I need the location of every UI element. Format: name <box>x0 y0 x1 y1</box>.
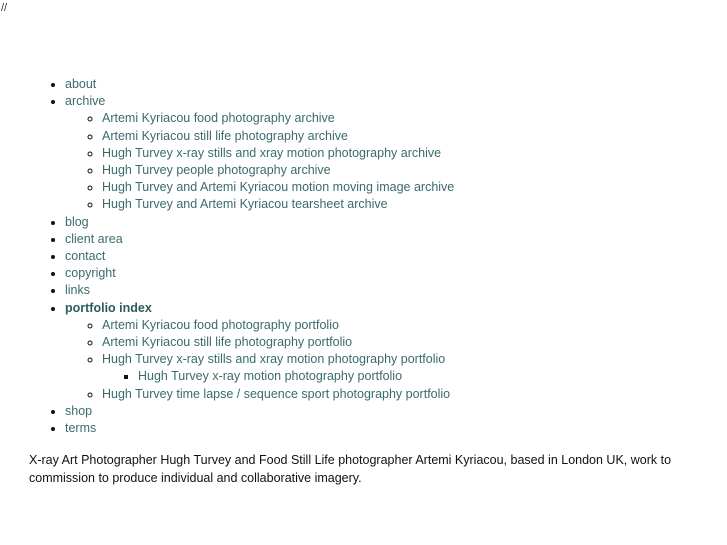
submenu-item <box>102 386 454 403</box>
nav-link-xray-archive[interactable]: Hugh Turvey x-ray stills and xray motion photography archive <box>102 145 442 160</box>
nav-link-portfolio-index[interactable]: portfolio index <box>65 300 152 315</box>
nav-item-blog <box>65 214 454 231</box>
nav-link-still-life-portfolio[interactable]: Artemi Kyriacou still life photography portfolio <box>102 335 353 350</box>
submenu-item <box>102 179 454 196</box>
nav-link-time-lapse-portfolio[interactable]: Hugh Turvey time lapse / sequence sport photography portfolio <box>102 386 451 401</box>
nav-link-xray-motion-portfolio[interactable]: Hugh Turvey x-ray motion photography portfolio <box>138 369 403 384</box>
nav-link-terms[interactable]: terms <box>65 421 97 436</box>
archive-submenu <box>65 110 454 213</box>
submenu-item <box>102 145 454 162</box>
submenu-item <box>102 110 454 127</box>
nav-link-blog[interactable]: blog <box>65 214 89 229</box>
submenu-item <box>102 351 454 385</box>
nav-item-links <box>65 282 454 299</box>
nav-link-client-area[interactable]: client area <box>65 231 123 246</box>
submenu-item <box>138 368 454 385</box>
nav-item-copyright <box>65 265 454 282</box>
submenu-item <box>102 317 454 334</box>
intro-paragraph: X-ray Art Photographer Hugh Turvey and Food Still Life photographer Artemi Kyriacou, based in London UK, work to commission to produce individual and collaborative imagery. <box>29 453 672 485</box>
nav-item-archive <box>65 93 454 213</box>
nav-link-tearsheet-archive[interactable]: Hugh Turvey and Artemi Kyriacou tearsheet archive <box>102 197 388 212</box>
submenu-item <box>102 162 454 179</box>
nav-item-shop <box>65 403 454 420</box>
main-navigation <box>65 76 454 437</box>
nav-link-shop[interactable]: shop <box>65 403 93 418</box>
nav-link-people-archive[interactable]: Hugh Turvey people photography archive <box>102 163 331 178</box>
nav-item-client-area <box>65 231 454 248</box>
nav-link-food-archive[interactable]: Artemi Kyriacou food photography archive <box>102 111 335 126</box>
nav-link-still-life-archive[interactable]: Artemi Kyriacou still life photography archive <box>102 128 348 143</box>
nav-link-copyright[interactable]: copyright <box>65 266 116 281</box>
nav-link-motion-archive[interactable]: Hugh Turvey and Artemi Kyriacou motion moving image archive <box>102 180 455 195</box>
nav-link-links[interactable]: links <box>65 283 91 298</box>
nav-item-about <box>65 76 454 93</box>
nav-link-archive[interactable]: archive <box>65 94 106 109</box>
nav-link-food-portfolio[interactable]: Artemi Kyriacou food photography portfolio <box>102 317 339 332</box>
corner-text: // <box>1 2 8 14</box>
portfolio-submenu <box>65 317 454 403</box>
nav-link-xray-portfolio[interactable]: Hugh Turvey x-ray stills and xray motion photography portfolio <box>102 352 446 367</box>
submenu-item <box>102 334 454 351</box>
nav-link-contact[interactable]: contact <box>65 249 106 264</box>
nav-item-portfolio-index <box>65 300 454 403</box>
nav-link-about[interactable]: about <box>65 77 97 91</box>
xray-submenu <box>102 368 454 385</box>
nav-item-contact <box>65 248 454 265</box>
submenu-item <box>102 128 454 145</box>
nav-item-terms <box>65 420 454 437</box>
submenu-item <box>102 196 454 213</box>
